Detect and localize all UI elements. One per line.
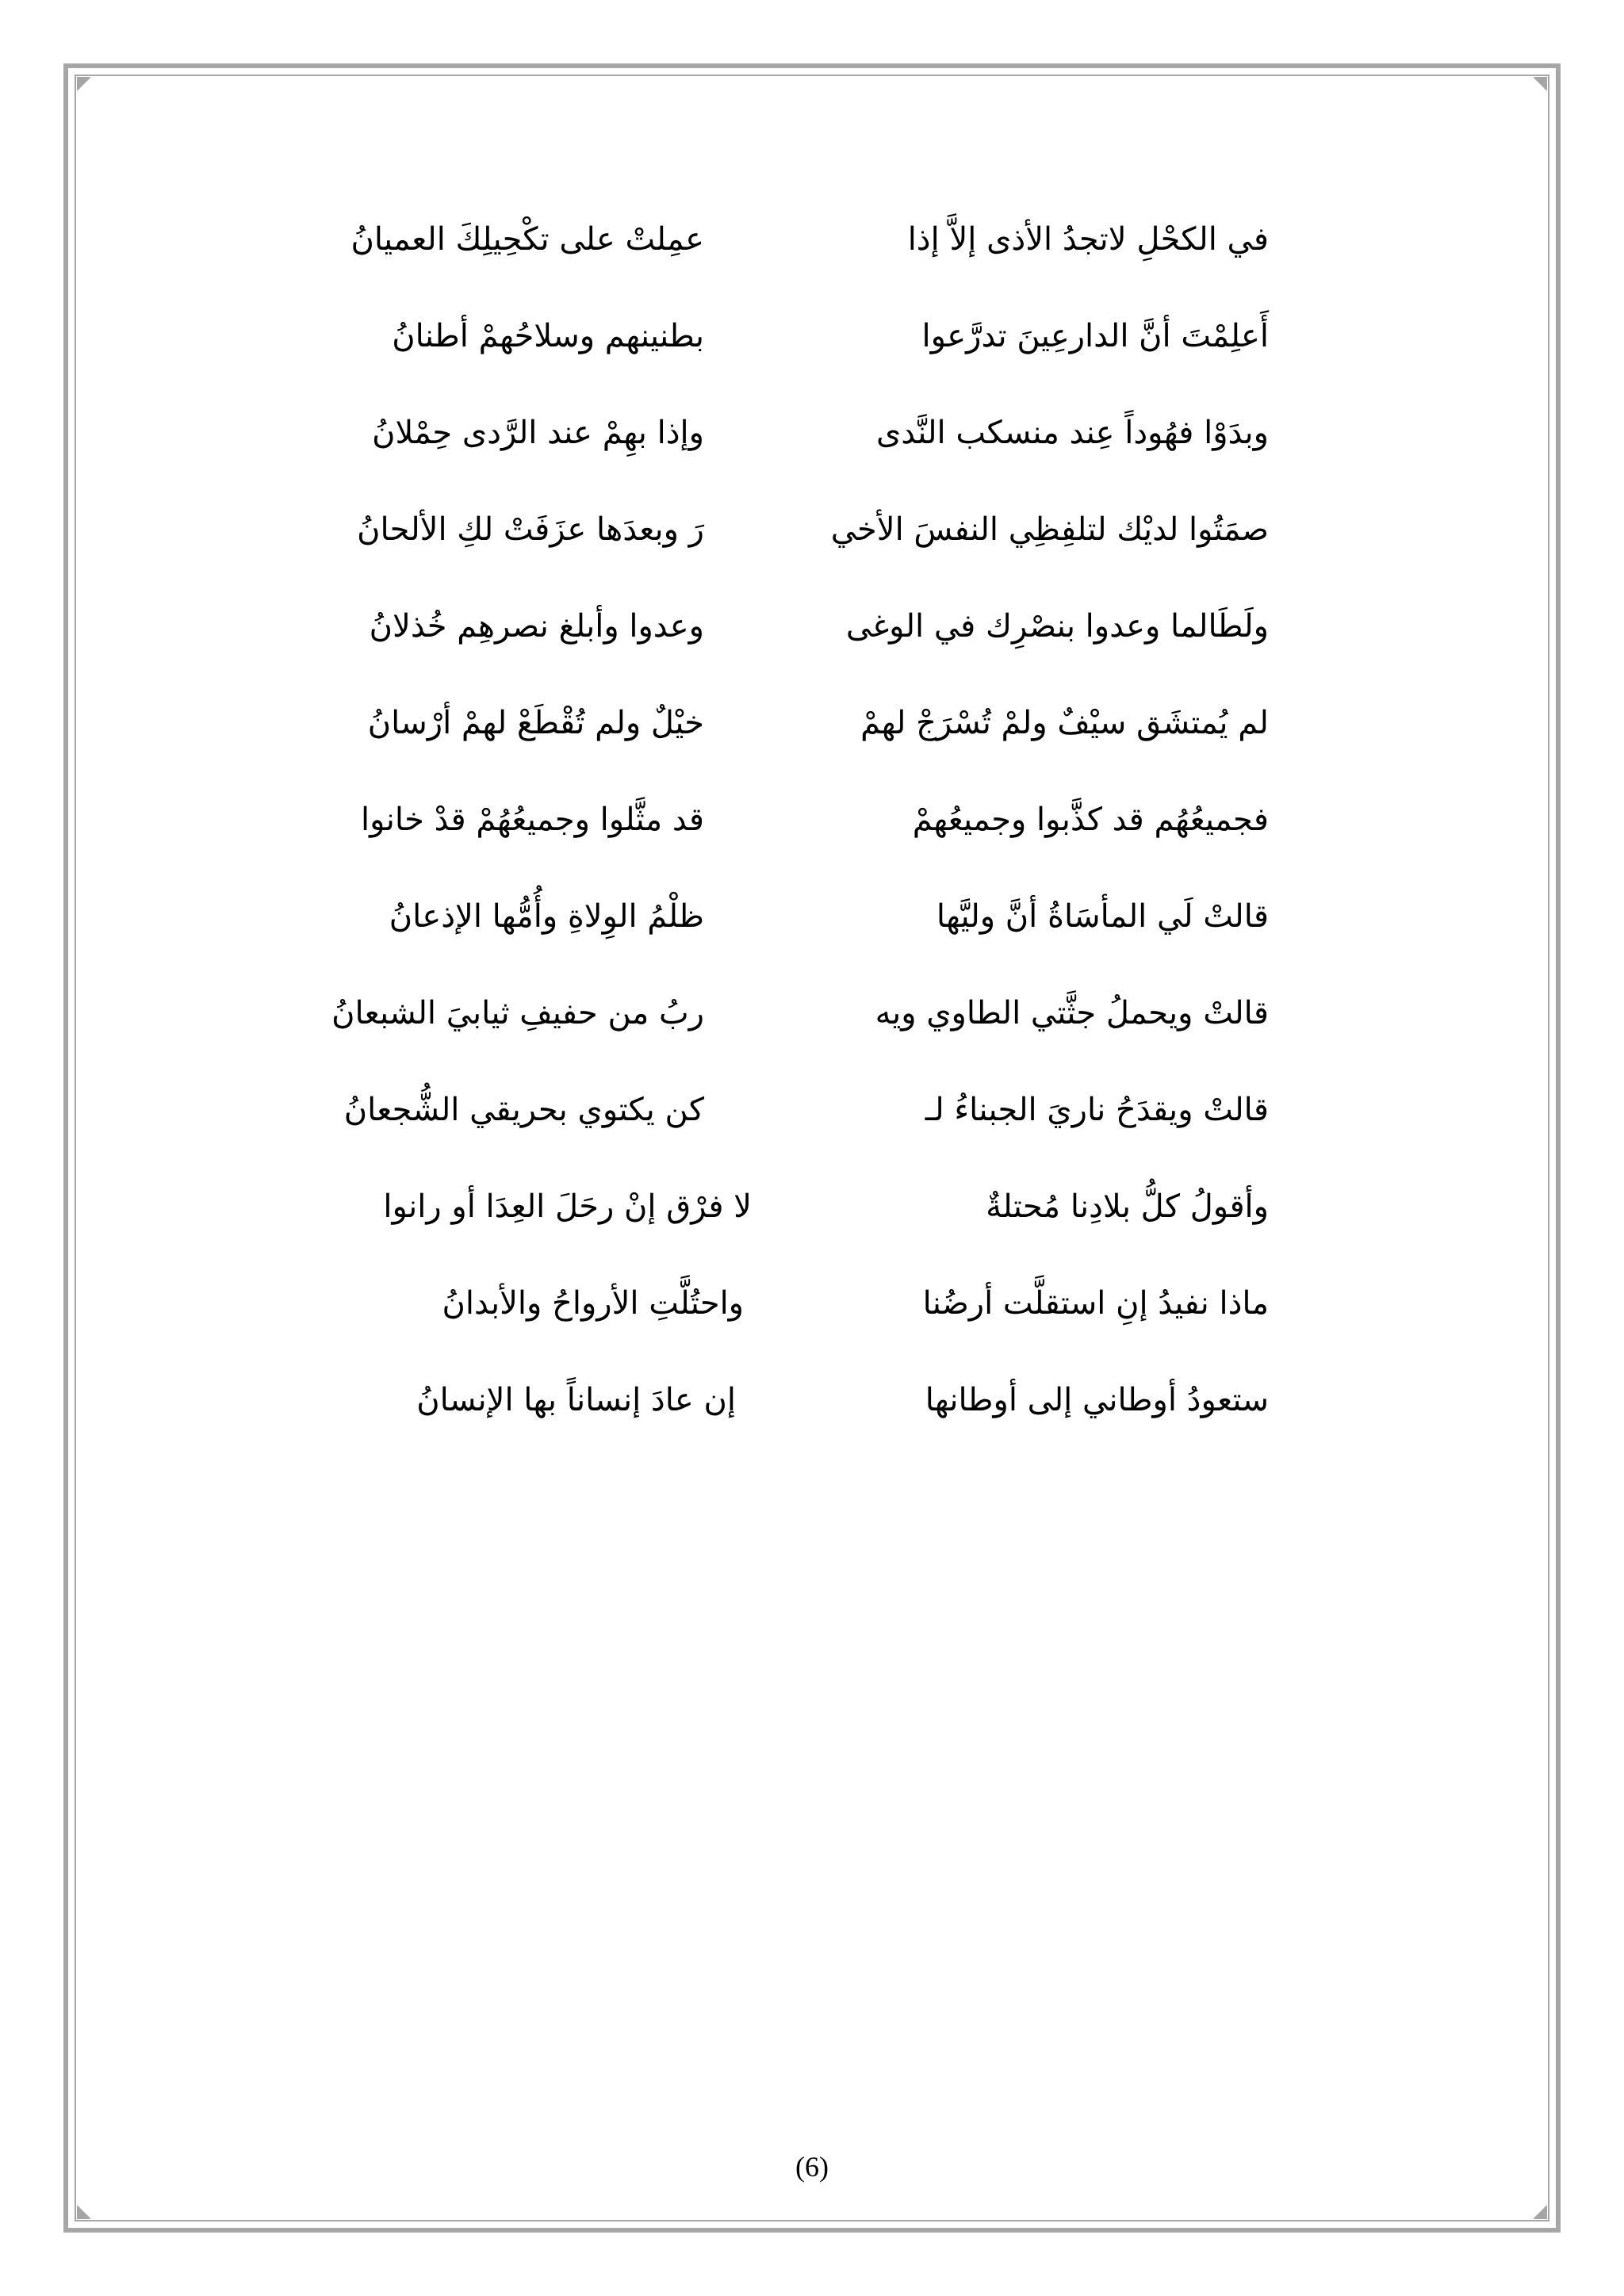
verse [0,699,1624,747]
verse-second-hemistich: عمِلتْ على تكْحِيلِكَ العميانُ [350,221,704,258]
verse-second-hemistich: كن يكتوي بحريقي الشُّجعانُ [343,1092,704,1128]
verse-second-hemistich: بطنينهم وسلاحُهمْ أطنانُ [392,318,704,354]
verse [0,409,1624,457]
verse [0,1376,1624,1424]
verse-first-hemistich: وبدَوْا فهُوداً عِند منسكب النَّدى [875,415,1269,451]
verse [0,603,1624,650]
verse-second-hemistich: ظلْمُ الوِلاةِ وأُمُّها الإذعانُ [389,898,704,935]
verse-first-hemistich: ستعودُ أوطاني إلى أوطانها [925,1382,1269,1418]
verse-first-hemistich: أَعلِمْتَ أنَّ الدارعِينَ تدرَّعوا [921,318,1269,354]
verse [0,989,1624,1037]
verse-second-hemistich: خيْلٌ ولم تُقْطَعْ لهمْ أرْسانُ [367,705,704,741]
verse [0,1183,1624,1230]
verse [0,216,1624,263]
verse-second-hemistich: لا فرْق إنْ رحَلَ العِدَا أو رانوا [383,1188,752,1225]
verse-second-hemistich: وعدوا وأبلغ نصرهِم خُذلانُ [369,608,704,645]
verse-first-hemistich: قالتْ لَي المأسَاةُ أنَّ وليَّها [936,898,1269,935]
verse-second-hemistich: إن عادَ إنساناً بها الإنسانُ [416,1382,736,1418]
verse-second-hemistich: رَ وبعدَها عزَفَتْ لكِ الألحانُ [357,511,704,548]
verse-first-hemistich: صمَتُوا لديْك لتلفِظِي النفسَ الأخي [830,511,1269,548]
page-number: (6) [795,2151,829,2183]
verse [0,312,1624,360]
verse [0,893,1624,940]
verse [0,1086,1624,1134]
verse [0,796,1624,844]
verse [0,506,1624,553]
verse-first-hemistich: فجميعُهُم قد كذَّبوا وجميعُهمْ [912,802,1269,838]
verse-first-hemistich: في الكحْلِ لاتجدُ الأذى إلاَّ إذا [907,221,1269,258]
verse-first-hemistich: لم يُمتشَق سيْفٌ ولمْ تُسْرَجْ لهمْ [860,705,1269,741]
verse-second-hemistich: واحتُلَّتِ الأرواحُ والأبدانُ [442,1285,744,1322]
verse-second-hemistich: قد مثَّلوا وجميعُهُمْ قدْ خانوا [360,802,704,838]
verse-first-hemistich: ماذا نفيدُ إنِ استقلَّت أرضُنا [922,1285,1269,1322]
verse [0,1280,1624,1327]
verse-second-hemistich: ربُ من حفيفِ ثيابيَ الشبعانُ [331,995,704,1031]
verse-first-hemistich: وأقولُ كلُّ بلادِنا مُحتلةٌ [986,1188,1269,1225]
verse-first-hemistich: قالتْ ويقدَحُ ناريَ الجبناءُ لـ [925,1092,1269,1128]
verse-second-hemistich: وإذا بهِمْ عند الرَّدى حِمْلانُ [372,415,704,451]
verse-first-hemistich: ولَطَالما وعدوا بنصْرِك في الوغى [845,608,1269,645]
verse-first-hemistich: قالتْ ويحملُ جثَّتي الطاوي ويه [875,995,1269,1031]
